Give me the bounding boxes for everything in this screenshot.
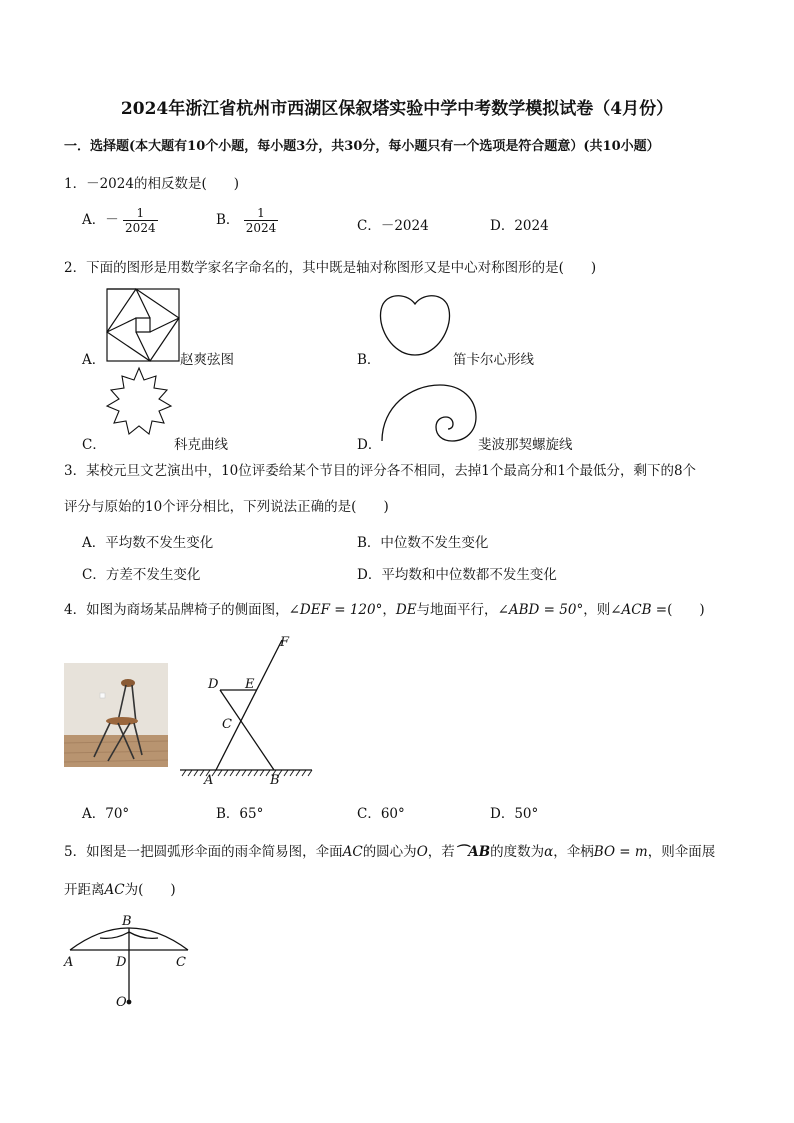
- q4-stem-part-c: 与地面平行，: [416, 602, 498, 618]
- q4-label-c: C: [222, 717, 232, 732]
- q2-option-b-name: 笛卡尔心形线: [453, 352, 534, 368]
- question-5-stem-line2: [64, 878, 176, 898]
- q2-option-b-label[interactable]: B．: [357, 352, 381, 368]
- q1-b-numerator: 1: [244, 206, 279, 221]
- folding-chair-icon: [64, 663, 168, 767]
- question-4-stem: [64, 598, 705, 618]
- q4-stem-part-a: 4．如图为商场某品牌椅子的侧面图，: [64, 602, 289, 618]
- chair-side-diagram: [178, 632, 314, 788]
- q2-option-c-name: 科克曲线: [174, 437, 228, 453]
- q5-label-b: B: [122, 914, 132, 929]
- q5-handle-bo: BO = m: [593, 844, 648, 860]
- q4-label-f: F: [280, 635, 290, 650]
- chair-photo: [64, 663, 168, 767]
- q3-option-d[interactable]: D．平均数和中位数都不发生变化: [357, 567, 557, 583]
- q4-option-a[interactable]: A．70°: [82, 806, 130, 822]
- question-5-stem-line1: [64, 840, 715, 860]
- q1-option-a-label: A．－: [82, 212, 119, 228]
- q4-label-e: E: [245, 677, 255, 692]
- q1-option-a[interactable]: [82, 206, 158, 235]
- q1-a-denominator: 2024: [125, 221, 156, 235]
- q5-stem-part-a: 5．如图是一把圆弧形伞面的雨伞简易图，伞面: [64, 844, 343, 860]
- q2-option-d-label[interactable]: D．: [357, 437, 382, 453]
- q5-line2-part-a: 开距离: [64, 882, 105, 898]
- q5-line2-part-b: 为( ): [124, 882, 176, 898]
- q1-option-b-fraction: [244, 206, 279, 235]
- q1-option-b[interactable]: [216, 206, 278, 235]
- q4-option-c[interactable]: C．60°: [357, 806, 405, 822]
- q1-b-denominator: 2024: [245, 221, 277, 235]
- q3-option-b[interactable]: B．中位数不发生变化: [357, 535, 489, 551]
- q5-point-o: O: [416, 844, 428, 860]
- q4-option-b[interactable]: B．65°: [216, 806, 264, 822]
- q5-stem-part-f: ，则伞面展: [647, 844, 716, 860]
- q5-point-o-dot: [127, 1000, 132, 1005]
- cardioid-curve-icon: [378, 292, 452, 358]
- q4-label-d: D: [208, 677, 219, 692]
- q4-stem-part-e: ( ): [667, 602, 705, 618]
- q1-option-a-fraction: [123, 206, 158, 235]
- umbrella-diagram: [60, 910, 196, 1010]
- q4-stem-part-b: ，: [382, 602, 396, 618]
- q4-angle-def: ∠DEF = 120°: [288, 602, 383, 618]
- q1-option-b-label: B．: [216, 212, 240, 228]
- q5-segment-ac: AC: [342, 844, 363, 860]
- question-3-stem-line1: 3．某校元旦文艺演出中，10位评委给某个节目的评分各不相同，去掉1个最高分和1个最低分，剩下的8个: [64, 463, 697, 479]
- q3-option-a[interactable]: A．平均数不发生变化: [82, 535, 214, 551]
- koch-snowflake-icon: [104, 366, 174, 438]
- q1-option-d[interactable]: D．2024: [490, 218, 549, 234]
- page-title: 2024年浙江省杭州市西湖区保叙塔实验中学中考数学模拟试卷（4月份）: [120, 99, 674, 119]
- q2-option-d-name: 斐波那契螺旋线: [478, 437, 573, 453]
- q5-label-a: A: [64, 955, 74, 970]
- q5-stem-part-c: ，若: [427, 844, 455, 860]
- q5-alpha: α: [544, 844, 554, 860]
- zhao-shuang-diagram-icon: [106, 288, 180, 362]
- q1-a-numerator: 1: [123, 206, 158, 221]
- question-2-stem: 2．下面的图形是用数学家名字命名的，其中既是轴对称图形又是中心对称图形的是( ): [64, 260, 597, 276]
- q2-option-a-label[interactable]: A．: [82, 352, 106, 368]
- q4-option-d[interactable]: D．50°: [490, 806, 539, 822]
- q5-label-d: D: [116, 955, 127, 970]
- q4-angle-acb: ∠ACB =: [610, 602, 668, 618]
- q4-label-b: B: [270, 773, 280, 788]
- q5-segment-ac-2: AC: [104, 882, 125, 898]
- q5-stem-part-b: 的圆心为: [362, 844, 417, 860]
- q4-label-a: A: [204, 773, 214, 788]
- q5-stem-part-d: 的度数为: [490, 844, 545, 860]
- q2-option-a-name: 赵爽弦图: [180, 352, 234, 368]
- q5-arc-ab: ⌒AB: [454, 844, 491, 860]
- q1-option-c[interactable]: C．－2024: [357, 218, 429, 234]
- q4-angle-abd: ∠ABD = 50°: [497, 602, 584, 618]
- q3-option-c[interactable]: C．方差不发生变化: [82, 567, 201, 583]
- q2-option-c-label[interactable]: C．: [82, 437, 106, 453]
- q4-segment-de: DE: [395, 602, 417, 618]
- q5-label-c: C: [176, 955, 186, 970]
- q5-stem-part-e: ，伞柄: [553, 844, 594, 860]
- q4-stem-part-d: ，则: [583, 602, 611, 618]
- fibonacci-spiral-icon: [380, 383, 480, 443]
- section-heading: 一．选择题(本大题有10个小题，每小题3分，共30分，每小题只有一个选项是符合题意）(共10小题）: [64, 139, 660, 154]
- question-3-stem-line2: 评分与原始的10个评分相比，下列说法正确的是( ): [64, 499, 389, 515]
- question-1-stem: 1．－2024的相反数是( ): [64, 176, 239, 192]
- q5-label-o: O: [116, 995, 127, 1010]
